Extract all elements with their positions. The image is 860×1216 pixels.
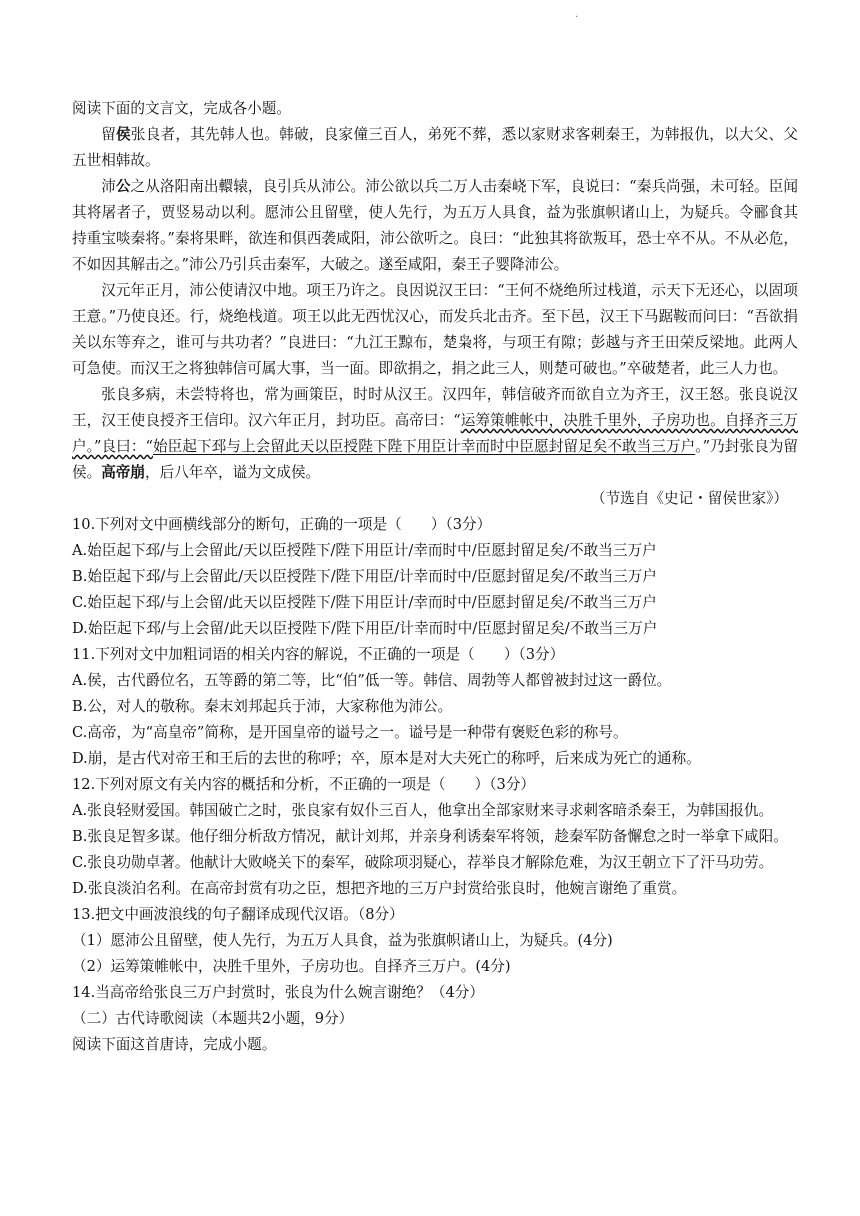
section-heading-poetry: （二）古代诗歌阅读（本题共2小题，9分） bbox=[72, 1010, 354, 1027]
question-11-option-d: D.崩，是古代对帝王和王后的去世的称呼；卒，原本是对大夫死亡的称呼，后来成为死亡的通称。 bbox=[72, 750, 701, 767]
question-13-item-1: （1）愿沛公且留壁，使人先行，为五万人具食，益为张旗帜诸山上，为疑兵。(4分) bbox=[72, 932, 613, 949]
passage-paragraph-4 bbox=[72, 382, 798, 486]
underlined-sentence: 始臣起下邳与上会留此天以臣授陛下陛下用臣计幸而时中臣愿封留足矣不敢当三万户 bbox=[152, 438, 696, 455]
question-12-option-c: C.张良功勋卓著。他献计大败峣关下的秦军，破除项羽疑心，荐举良才解除危难，为汉王朝立下了汗马功劳。 bbox=[72, 854, 774, 871]
text: 之从洛阳南出轘辕，良引兵从沛公。沛公欲以兵二万人击秦峣下军，良说曰：“秦兵尚强，未可轻。臣闻其将屠者子，贾竖易动以利。愿沛公且留壁，使人先行，为五万人具食，益为张旗帜诸山上，为疑兵。令郦食其持重宝啖秦将。”秦将果畔，欲连和俱西袭咸阳，沛公欲听之。良曰：“此独其将欲叛耳，恐士卒不从。不从必危，不如因其解击之。”沛公乃引兵击秦军，大破之。遂至咸阳，秦王子婴降沛公。 bbox=[72, 178, 798, 273]
question-10-option-b: B.始臣起下邳/与上会留此/天以臣授陛下/陛下用臣/计幸而时中/臣愿封留足矣/不敢当三万户 bbox=[72, 568, 657, 585]
question-10-option-d: D.始臣起下邳/与上会留/此天以臣授陛下/陛下用臣/计幸而时中/臣愿封留足矣/不敢当三万户 bbox=[72, 620, 658, 637]
text: ，后八年卒，谥为文成侯。 bbox=[145, 464, 321, 481]
question-12-stem: 12.下列对原文有关内容的概括和分析，不正确的一项是（ ）（3分） bbox=[72, 776, 536, 793]
source-citation: （节选自《史记・留侯世家》） bbox=[590, 490, 788, 507]
question-11-option-a: A.侯，古代爵位名，五等爵的第二等，比“伯”低一等。韩信、周勃等人都曾被封过这一爵位。 bbox=[72, 672, 672, 689]
reading-instruction: 阅读下面的文言文，完成各小题。 bbox=[72, 100, 291, 117]
question-10-option-a: A.始臣起下邳/与上会留此/天以臣授陛下/陛下用臣计/幸而时中/臣愿封留足矣/不敢当三万户 bbox=[72, 542, 657, 559]
question-11-stem: 11.下列对文中加粗词语的相关内容的解说，不正确的一项是（ ）（3分） bbox=[72, 646, 565, 663]
question-11-option-b: B.公，对人的敬称。秦末刘邦起兵于沛，大家称他为沛公。 bbox=[72, 698, 453, 715]
question-11-option-c: C.高帝，为“高皇帝”简称，是开国皇帝的谥号之一。谥号是一种带有褒贬色彩的称号。 bbox=[72, 724, 628, 741]
bold-word-gaodibeng: 高帝崩 bbox=[101, 464, 145, 481]
text: 。”乃封张良为留侯。 bbox=[72, 438, 798, 481]
question-13-stem: 13.把文中画波浪线的句子翻译成现代汉语。（8分） bbox=[72, 906, 404, 923]
text: 沛 bbox=[101, 178, 116, 195]
bold-word-gong: 公 bbox=[115, 178, 131, 195]
exam-page bbox=[72, 96, 798, 1058]
passage-paragraph-1 bbox=[72, 122, 798, 174]
question-12-option-b: B.张良足智多谋。他仔细分析敌方情况，献计刘邦，并亲身利诱秦军将领，趁秦军防备懈怠之时一举拿下咸阳。 bbox=[72, 828, 788, 845]
question-12-option-a: A.张良轻财爱国。韩国破亡之时，张良家有奴仆三百人，他拿出全部家财来寻求刺客暗杀秦王，为韩国报仇。 bbox=[72, 802, 774, 819]
poetry-instruction: 阅读下面这首唐诗，完成小题。 bbox=[72, 1036, 277, 1053]
passage-paragraph-2 bbox=[72, 174, 798, 278]
question-13-item-2: （2）运筹策帷帐中，决胜千里外，子房功也。自择齐三万户。(4分) bbox=[72, 958, 511, 975]
bold-word-hou: 侯 bbox=[116, 126, 131, 143]
wavy-underlined-sentence: 运筹策帷帐中，决胜千里外，子房功也。 bbox=[460, 412, 725, 429]
wavy-underlined-sentence: 自择齐三万户。”良曰：“ bbox=[72, 412, 798, 455]
text: 张良者，其先韩人也。韩破，良家僮三百人，弟死不葬，悉以家财求客刺秦王，为韩报仇，以大父、父五世相韩故。 bbox=[72, 126, 798, 169]
question-10-option-c: C.始臣起下邳/与上会留/此天以臣授陛下/陛下用臣计/幸而时中/臣愿封留足矣/不敢当三万户 bbox=[72, 594, 657, 611]
question-12-option-d: D.张良淡泊名利。在高帝封赏有功之臣，想把齐地的三万户封赏给张良时，他婉言谢绝了重赏。 bbox=[72, 880, 687, 897]
question-14: 14.当高帝给张良三万户封赏时，张良为什么婉言谢绝？（4分） bbox=[72, 984, 484, 1001]
text: 张良多病，未尝特将也，常为画策臣，时时从汉王。汉四年，韩信破齐而欲自立为齐王，汉王怒。张良说汉王，汉王使良授齐王信印。汉六年正月，封功臣。高帝曰：“ bbox=[72, 386, 798, 429]
question-10-stem: 10.下列对文中画横线部分的断句，正确的一项是（ ）（3分） bbox=[72, 516, 492, 533]
page-mark: · bbox=[575, 12, 579, 23]
text: 留 bbox=[101, 126, 117, 143]
passage-paragraph-3: 汉元年正月，沛公使请汉中地。项王乃许之。良因说汉王曰：“王何不烧绝所过栈道，示天下无还心，以固项王意。”乃使良还。行，烧绝栈道。项王以此无西忧汉心，而发兵北击齐。至下邑，汉王下马踞鞍而问曰：“吾欲捐关以东等弃之，谁可与共功者？”良进曰：“九江王黥布，楚枭将，与项王有隙；彭越与齐王田荣反梁地。此两人可急使。而汉王之将独韩信可属大事，当一面。即欲捐之，捐之此三人，则楚可破也。”卒破楚者，此三人力也。 bbox=[72, 282, 798, 377]
